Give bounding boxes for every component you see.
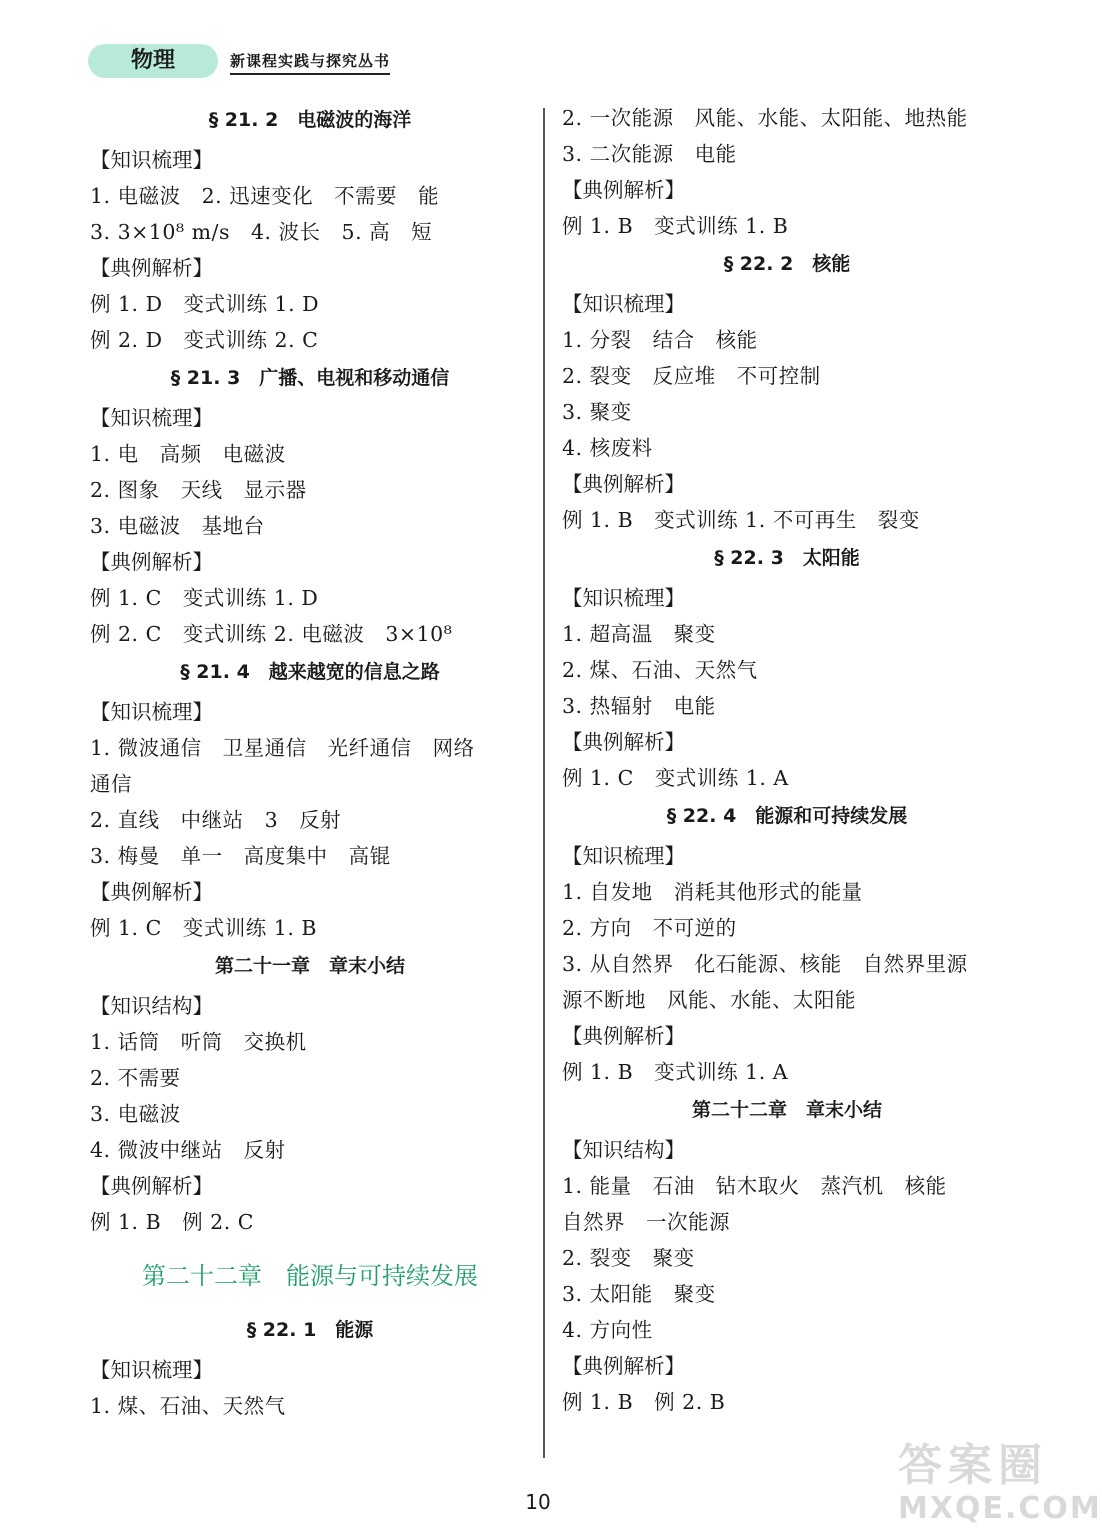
answer-line: 3. 电磁波 基地台: [90, 514, 265, 538]
answer-line: 2. 一次能源 风能、水能、太阳能、地热能: [562, 106, 968, 130]
block-tag: 【典例解析】: [562, 1354, 685, 1378]
answer-line: 例 1. C 变式训练 1. A: [562, 766, 789, 790]
answer-line: 自然界 一次能源: [562, 1210, 730, 1234]
block-tag: 【典例解析】: [562, 1024, 685, 1048]
block-tag: 【典例解析】: [562, 178, 685, 202]
section-heading: § 21. 3 广播、电视和移动通信: [170, 367, 450, 389]
section-heading: 第二十一章 章末小结: [214, 955, 405, 977]
answer-line: 3. 从自然界 化石能源、核能 自然界里源: [562, 952, 968, 976]
series-title: 新课程实践与探究丛书: [230, 50, 390, 75]
answer-line: 源不断地 风能、水能、太阳能: [562, 988, 856, 1012]
answer-line: 例 1. C 变式训练 1. B: [90, 916, 317, 940]
answer-line: 例 1. B 例 2. B: [562, 1390, 726, 1414]
block-tag: 【知识梳理】: [90, 700, 213, 724]
block-tag: 【典例解析】: [90, 256, 213, 280]
block-tag: 【典例解析】: [562, 472, 685, 496]
answer-line: 3. 热辐射 电能: [562, 694, 716, 718]
page-number: 10: [525, 1490, 551, 1514]
section-heading: § 22. 4 能源和可持续发展: [666, 805, 908, 827]
block-tag: 【知识梳理】: [562, 844, 685, 868]
answer-line: 3. 聚变: [562, 400, 632, 424]
chapter-title: 第二十二章 能源与可持续发展: [142, 1262, 478, 1290]
answer-line: 2. 煤、石油、天然气: [562, 658, 758, 682]
answer-line: 2. 方向 不可逆的: [562, 916, 737, 940]
answer-line: 通信: [90, 772, 132, 796]
answer-line: 例 1. B 例 2. C: [90, 1210, 254, 1234]
block-tag: 【知识梳理】: [90, 148, 213, 172]
answer-line: 2. 裂变 反应堆 不可控制: [562, 364, 821, 388]
answer-line: 2. 图象 天线 显示器: [90, 478, 307, 502]
block-tag: 【知识梳理】: [90, 406, 213, 430]
section-heading: § 22. 2 核能: [723, 253, 851, 275]
answer-line: 1. 电磁波 2. 迅速变化 不需要 能: [90, 184, 440, 208]
section-heading: § 21. 2 电磁波的海洋: [208, 109, 412, 131]
answer-line: 1. 电 高频 电磁波: [90, 442, 286, 466]
answer-line: 3. 3×10⁸ m/s 4. 波长 5. 高 短: [90, 220, 433, 244]
answer-line: 3. 电磁波: [90, 1102, 181, 1126]
block-tag: 【知识梳理】: [90, 1358, 213, 1382]
section-heading: § 21. 4 越来越宽的信息之路: [180, 661, 440, 683]
watermark-text: 答案圈: [898, 1440, 1048, 1491]
answer-line: 2. 裂变 聚变: [562, 1246, 695, 1270]
answer-line: 4. 方向性: [562, 1318, 653, 1342]
answer-line: 例 1. B 变式训练 1. 不可再生 裂变: [562, 508, 920, 532]
block-tag: 【知识结构】: [90, 994, 213, 1018]
answer-line: 1. 微波通信 卫星通信 光纤通信 网络: [90, 736, 475, 760]
answer-line: 例 1. C 变式训练 1. D: [90, 586, 319, 610]
answer-line: 2. 直线 中继站 3 反射: [90, 808, 342, 832]
block-tag: 【典例解析】: [90, 550, 213, 574]
answer-line: 4. 微波中继站 反射: [90, 1138, 286, 1162]
subject-tab: 物理: [88, 44, 218, 78]
block-tag: 【知识梳理】: [562, 586, 685, 610]
answer-line: 例 1. B 变式训练 1. A: [562, 1060, 789, 1084]
section-heading: 第二十二章 章末小结: [691, 1099, 882, 1121]
answer-line: 例 1. B 变式训练 1. B: [562, 214, 789, 238]
block-tag: 【典例解析】: [562, 730, 685, 754]
answer-line: 1. 煤、石油、天然气: [90, 1394, 286, 1418]
watermark-url: MXQE.COM: [898, 1491, 1102, 1526]
answer-line: 1. 能量 石油 钻木取火 蒸汽机 核能: [562, 1174, 947, 1198]
answer-line: 4. 核废料: [562, 436, 653, 460]
answer-line: 例 2. D 变式训练 2. C: [90, 328, 319, 352]
answer-line: 例 2. C 变式训练 2. 电磁波 3×10⁸: [90, 622, 453, 646]
answer-line: 1. 自发地 消耗其他形式的能量: [562, 880, 863, 904]
right-column: [562, 100, 1012, 1420]
answer-line: 例 1. D 变式训练 1. D: [90, 292, 320, 316]
answer-line: 1. 超高温 聚变: [562, 622, 716, 646]
block-tag: 【典例解析】: [90, 880, 213, 904]
answer-line: 3. 太阳能 聚变: [562, 1282, 716, 1306]
block-tag: 【知识结构】: [562, 1138, 685, 1162]
answer-line: 3. 梅曼 单一 高度集中 高锟: [90, 844, 391, 868]
block-tag: 【知识梳理】: [562, 292, 685, 316]
answer-line: 3. 二次能源 电能: [562, 142, 737, 166]
answer-line: 2. 不需要: [90, 1066, 181, 1090]
answer-line: 1. 分裂 结合 核能: [562, 328, 758, 352]
left-column: [90, 100, 530, 1424]
block-tag: 【典例解析】: [90, 1174, 213, 1198]
watermark: [898, 1440, 1102, 1530]
section-heading: § 22. 1 能源: [246, 1319, 374, 1341]
column-divider: [543, 108, 545, 1458]
section-heading: § 22. 3 太阳能: [714, 547, 860, 569]
answer-line: 1. 话筒 听筒 交换机: [90, 1030, 307, 1054]
